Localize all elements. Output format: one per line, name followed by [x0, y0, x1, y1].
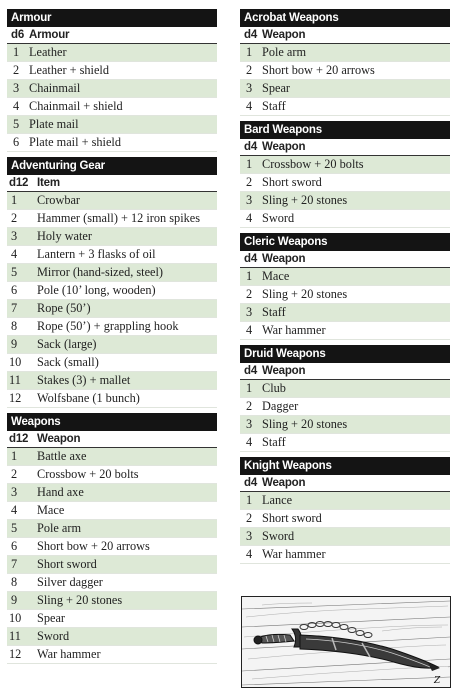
row-text: Battle axe	[37, 449, 87, 463]
table-header-row	[240, 475, 450, 492]
die-header: d12	[9, 433, 29, 445]
table-header-row	[240, 139, 450, 156]
die-header: d4	[244, 477, 258, 489]
roll-number: 4	[246, 323, 253, 337]
roll-number: 12	[9, 391, 22, 405]
row-text: Dagger	[262, 399, 299, 413]
table-title: Bard Weapons	[240, 121, 450, 139]
row-text: Short bow + 20 arrows	[37, 539, 150, 553]
roll-number: 9	[11, 593, 18, 607]
row-text: Sword	[37, 629, 70, 643]
row-text: War hammer	[262, 547, 326, 561]
row-text: Lance	[262, 493, 293, 507]
roll-number: 7	[11, 557, 18, 571]
column-header: Weapon	[37, 433, 81, 445]
column-header: Weapon	[262, 253, 306, 265]
table-row	[7, 246, 217, 264]
table-header-row	[240, 27, 450, 44]
roll-number: 5	[11, 265, 18, 279]
sword-and-scabbard-icon	[242, 597, 450, 687]
roll-number: 3	[246, 81, 253, 95]
table-row	[240, 62, 450, 80]
table-row	[7, 192, 217, 210]
table-row	[240, 268, 450, 286]
table-row	[240, 510, 450, 528]
table-row	[240, 304, 450, 322]
column-header: Armour	[29, 29, 70, 41]
table-row	[7, 282, 217, 300]
table-druid-weapons	[240, 345, 450, 452]
row-text: Silver dagger	[37, 575, 103, 589]
table-title: Armour	[7, 9, 217, 27]
table-header-row	[7, 27, 217, 44]
die-header: d4	[244, 253, 258, 265]
row-text: Rope (50’)	[37, 301, 91, 315]
row-text: Sack (large)	[37, 337, 97, 351]
row-text: Short sword	[37, 557, 97, 571]
roll-number: 3	[246, 305, 253, 319]
row-text: Crossbow + 20 bolts	[37, 467, 139, 481]
roll-number: 4	[246, 99, 253, 113]
table-row	[7, 484, 217, 502]
row-text: War hammer	[37, 647, 101, 661]
roll-number: 5	[11, 521, 18, 535]
roll-number: 4	[13, 99, 20, 113]
roll-number: 2	[246, 287, 253, 301]
table-row	[240, 44, 450, 62]
sword-and-scabbard-illustration	[241, 596, 451, 688]
table-row	[240, 528, 450, 546]
roll-number: 4	[246, 547, 253, 561]
column-header: Item	[37, 177, 60, 189]
table-row	[7, 300, 217, 318]
table-header-row	[7, 431, 217, 448]
table-row	[7, 44, 217, 62]
row-text: Sling + 20 stones	[262, 193, 348, 207]
column-header: Weapon	[262, 29, 306, 41]
roll-number: 3	[246, 193, 253, 207]
table-row	[7, 520, 217, 538]
row-text: Pole arm	[37, 521, 82, 535]
roll-number: 4	[11, 247, 18, 261]
roll-number: 1	[13, 45, 20, 59]
table-row	[7, 390, 217, 408]
roll-number: 3	[246, 417, 253, 431]
roll-number: 1	[11, 193, 18, 207]
roll-number: 8	[11, 575, 18, 589]
table-row	[240, 492, 450, 510]
table-armour	[7, 9, 217, 152]
table-row	[240, 174, 450, 192]
table-adventuring-gear	[7, 157, 217, 408]
row-text: Mace	[262, 269, 290, 283]
table-title: Cleric Weapons	[240, 233, 450, 251]
row-text: Sling + 20 stones	[262, 287, 348, 301]
row-text: Staff	[262, 99, 286, 113]
table-row	[7, 116, 217, 134]
row-text: Plate mail + shield	[29, 135, 121, 149]
roll-number: 3	[11, 229, 18, 243]
die-header: d6	[11, 29, 25, 41]
roll-number: 4	[11, 503, 18, 517]
roll-number: 6	[11, 539, 18, 553]
roll-number: 2	[11, 211, 18, 225]
artist-signature: Z	[434, 676, 441, 686]
right-column	[240, 9, 450, 569]
row-text: Leather	[29, 45, 67, 59]
table-acrobat-weapons	[240, 9, 450, 116]
table-row	[240, 286, 450, 304]
row-text: Crossbow + 20 bolts	[262, 157, 364, 171]
roll-number: 6	[11, 283, 18, 297]
table-row	[240, 192, 450, 210]
table-cleric-weapons	[240, 233, 450, 340]
row-text: Holy water	[37, 229, 92, 243]
row-text: Stakes (3) + mallet	[37, 373, 131, 387]
row-text: Short bow + 20 arrows	[262, 63, 375, 77]
roll-number: 2	[246, 175, 253, 189]
table-header-row	[240, 363, 450, 380]
table-row	[240, 80, 450, 98]
row-text: Hammer (small) + 12 iron spikes	[37, 211, 201, 225]
table-bard-weapons	[240, 121, 450, 228]
table-row	[7, 336, 217, 354]
table-row	[7, 448, 217, 466]
table-title: Weapons	[7, 413, 217, 431]
roll-number: 1	[246, 269, 253, 283]
row-text: Sword	[262, 211, 295, 225]
roll-number: 3	[246, 529, 253, 543]
table-row	[7, 228, 217, 246]
table-header-row	[240, 251, 450, 268]
table-row	[7, 98, 217, 116]
die-header: d4	[244, 365, 258, 377]
die-header: d4	[244, 29, 258, 41]
row-text: Sword	[262, 529, 295, 543]
roll-number: 4	[246, 435, 253, 449]
table-row	[240, 210, 450, 228]
row-text: Sack (small)	[37, 355, 99, 369]
roll-number: 2	[246, 511, 253, 525]
table-row	[7, 80, 217, 98]
row-text: Chainmail	[29, 81, 81, 95]
roll-number: 1	[11, 449, 18, 463]
table-row	[7, 466, 217, 484]
roll-number: 3	[11, 485, 18, 499]
table-row	[7, 502, 217, 520]
table-title: Druid Weapons	[240, 345, 450, 363]
die-header: d12	[9, 177, 29, 189]
roll-number: 2	[246, 63, 253, 77]
table-header-row	[7, 175, 217, 192]
row-text: Lantern + 3 flasks of oil	[37, 247, 156, 261]
row-text: Staff	[262, 305, 286, 319]
row-text: Short sword	[262, 511, 322, 525]
roll-number: 11	[9, 373, 21, 387]
table-row	[7, 264, 217, 282]
table-row	[240, 322, 450, 340]
roll-number: 1	[246, 157, 253, 171]
roll-number: 2	[13, 63, 20, 77]
column-header: Weapon	[262, 477, 306, 489]
roll-number: 1	[246, 45, 253, 59]
roll-number: 12	[9, 647, 22, 661]
row-text: Wolfsbane (1 bunch)	[37, 391, 140, 405]
row-text: Club	[262, 381, 286, 395]
roll-number: 5	[13, 117, 20, 131]
table-row	[7, 628, 217, 646]
roll-number: 2	[246, 399, 253, 413]
roll-number: 8	[11, 319, 18, 333]
column-header: Weapon	[262, 141, 306, 153]
row-text: Chainmail + shield	[29, 99, 123, 113]
row-text: Pole arm	[262, 45, 307, 59]
table-title: Acrobat Weapons	[240, 9, 450, 27]
table-row	[7, 134, 217, 152]
row-text: Pole (10’ long, wooden)	[37, 283, 156, 297]
roll-number: 4	[246, 211, 253, 225]
row-text: Sling + 20 stones	[262, 417, 348, 431]
roll-number: 2	[11, 467, 18, 481]
roll-number: 3	[13, 81, 20, 95]
table-row	[240, 434, 450, 452]
roll-number: 7	[11, 301, 18, 315]
left-column	[7, 9, 217, 669]
row-text: Leather + shield	[29, 63, 110, 77]
row-text: Crowbar	[37, 193, 81, 207]
table-row	[7, 354, 217, 372]
table-row	[7, 538, 217, 556]
row-text: Spear	[262, 81, 290, 95]
row-text: Hand axe	[37, 485, 84, 499]
table-row	[240, 380, 450, 398]
table-row	[7, 372, 217, 390]
table-row	[7, 646, 217, 664]
table-row	[7, 62, 217, 80]
roll-number: 1	[246, 381, 253, 395]
table-knight-weapons	[240, 457, 450, 564]
table-row	[7, 610, 217, 628]
table-row	[240, 398, 450, 416]
table-row	[7, 318, 217, 336]
table-row	[7, 556, 217, 574]
row-text: Staff	[262, 435, 286, 449]
column-header: Weapon	[262, 365, 306, 377]
table-row	[7, 210, 217, 228]
table-row	[240, 98, 450, 116]
row-text: Plate mail	[29, 117, 79, 131]
row-text: Sling + 20 stones	[37, 593, 123, 607]
row-text: War hammer	[262, 323, 326, 337]
table-title: Adventuring Gear	[7, 157, 217, 175]
roll-number: 10	[9, 611, 22, 625]
table-row	[7, 574, 217, 592]
row-text: Mirror (hand-sized, steel)	[37, 265, 163, 279]
table-title: Knight Weapons	[240, 457, 450, 475]
row-text: Rope (50’) + grappling hook	[37, 319, 179, 333]
table-row	[7, 592, 217, 610]
table-row	[240, 156, 450, 174]
row-text: Short sword	[262, 175, 322, 189]
row-text: Spear	[37, 611, 65, 625]
table-weapons	[7, 413, 217, 664]
roll-number: 6	[13, 135, 20, 149]
roll-number: 1	[246, 493, 253, 507]
table-row	[240, 416, 450, 434]
table-row	[240, 546, 450, 564]
roll-number: 9	[11, 337, 18, 351]
roll-number: 10	[9, 355, 22, 369]
die-header: d4	[244, 141, 258, 153]
row-text: Mace	[37, 503, 65, 517]
roll-number: 11	[9, 629, 21, 643]
